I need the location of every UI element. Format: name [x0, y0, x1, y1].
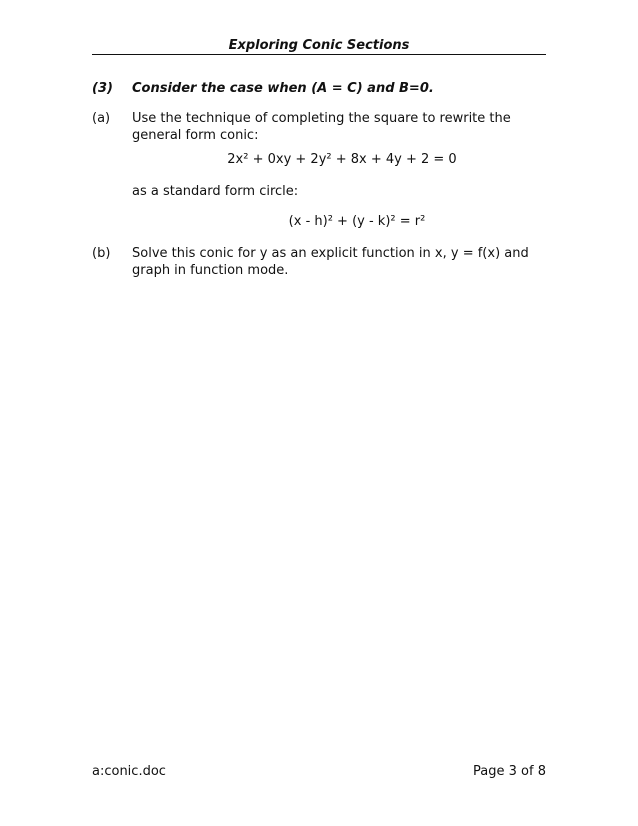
general-form-equation: 2x² + 0xy + 2y² + 8x + 4y + 2 = 0: [227, 152, 457, 167]
part-b-label: (b): [92, 246, 111, 261]
header-title: Exploring Conic Sections: [228, 38, 410, 53]
part-a-text-2: as a standard form circle:: [132, 184, 299, 199]
part-a-text: Use the technique of completing the square to rewrite the general form conic:: [132, 111, 511, 143]
question-number: (3): [92, 81, 113, 96]
footer-filename: a:conic.doc: [92, 764, 166, 779]
header-rule: [92, 54, 546, 55]
question-text: Consider the case when (A = C) and B=0.: [132, 81, 434, 96]
part-a-label: (a): [92, 111, 111, 126]
standard-form-equation: (x - h)² + (y - k)² = r²: [288, 214, 426, 229]
part-b-text: Solve this conic for y as an explicit function in x, y = f(x) and graph in function mode.: [132, 246, 529, 278]
footer-page-number: Page 3 of 8: [473, 764, 546, 779]
